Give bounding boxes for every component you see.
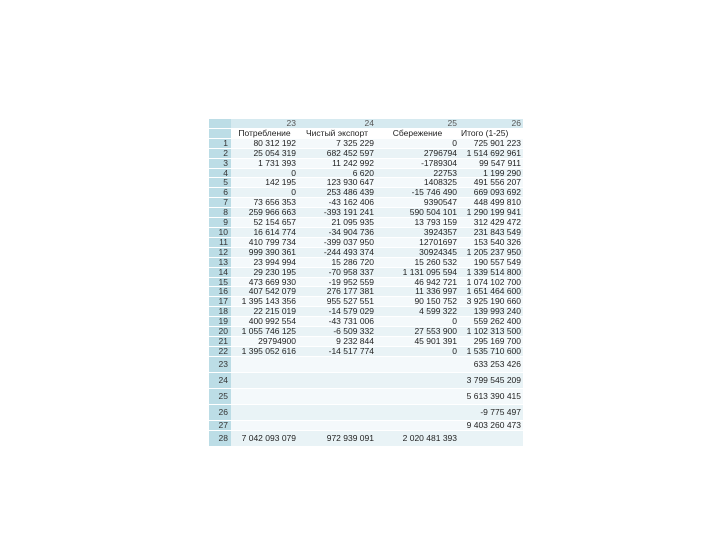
table-cell	[298, 356, 376, 372]
table-cell: 276 177 381	[298, 287, 376, 297]
table-row	[209, 327, 523, 337]
table-cell: 0	[376, 138, 459, 148]
table-cell: 2 020 481 393	[376, 430, 459, 446]
table-row	[209, 138, 523, 148]
table-cell: 590 504 101	[376, 208, 459, 218]
table-cell: 15 286 720	[298, 257, 376, 267]
table-cell: 473 669 930	[231, 277, 298, 287]
table-cell: 5 613 390 415	[459, 388, 523, 404]
table-cell: 142 195	[231, 178, 298, 188]
table-cell: 123 930 647	[298, 178, 376, 188]
table-row	[209, 372, 523, 388]
table-cell: 13 793 159	[376, 218, 459, 228]
table-cell: -43 162 406	[298, 198, 376, 208]
table-cell: 295 169 700	[459, 336, 523, 346]
row-number: 2	[209, 148, 231, 158]
table-row	[209, 336, 523, 346]
table-cell	[298, 420, 376, 430]
table-cell: 45 901 391	[376, 336, 459, 346]
table-cell: 491 556 207	[459, 178, 523, 188]
table-row	[209, 227, 523, 237]
table-cell	[298, 372, 376, 388]
row-number: 18	[209, 307, 231, 317]
table-cell: 139 993 240	[459, 307, 523, 317]
table-cell: 1 074 102 700	[459, 277, 523, 287]
table-cell: 682 452 597	[298, 148, 376, 158]
row-number: 3	[209, 158, 231, 168]
table-cell: 1 395 052 616	[231, 346, 298, 356]
table-cell: -15 746 490	[376, 188, 459, 198]
column-name-total: Итого (1-25)	[459, 128, 523, 138]
table-row	[209, 247, 523, 257]
row-number: 9	[209, 218, 231, 228]
table-cell: 25 054 319	[231, 148, 298, 158]
table-row	[209, 218, 523, 228]
row-number: 23	[209, 356, 231, 372]
row-number: 1	[209, 138, 231, 148]
table-cell: 231 843 549	[459, 227, 523, 237]
table-row	[209, 297, 523, 307]
row-number: 12	[209, 247, 231, 257]
column-number-row	[209, 119, 523, 128]
table-cell: 99 547 911	[459, 158, 523, 168]
table-row	[209, 198, 523, 208]
table-cell: 9 403 260 473	[459, 420, 523, 430]
table-row	[209, 388, 523, 404]
row-number: 28	[209, 430, 231, 446]
table-cell	[376, 372, 459, 388]
table-cell: 22 215 019	[231, 307, 298, 317]
table-cell: 1 102 313 500	[459, 327, 523, 337]
table-cell: 30924345	[376, 247, 459, 257]
spreadsheet-table	[209, 119, 523, 447]
table-cell: 0	[231, 188, 298, 198]
row-number: 6	[209, 188, 231, 198]
table-cell: 21 095 935	[298, 218, 376, 228]
table-cell: 15 260 532	[376, 257, 459, 267]
column-name-net-export: Чистый экспорт	[298, 128, 376, 138]
column-number: 26	[459, 119, 523, 128]
row-number: 24	[209, 372, 231, 388]
table-cell: 999 390 361	[231, 247, 298, 257]
table-cell: 11 336 997	[376, 287, 459, 297]
table-cell: -14 579 029	[298, 307, 376, 317]
table-cell: 448 499 810	[459, 198, 523, 208]
table-cell: 4 599 322	[376, 307, 459, 317]
table-cell	[231, 404, 298, 420]
table-row	[209, 420, 523, 430]
table-cell: 29 230 195	[231, 267, 298, 277]
table-cell	[376, 356, 459, 372]
table-cell: 1 131 095 594	[376, 267, 459, 277]
row-number: 22	[209, 346, 231, 356]
table-cell: -43 731 006	[298, 317, 376, 327]
table-cell: 12701697	[376, 237, 459, 247]
table-cell: 46 942 721	[376, 277, 459, 287]
row-number: 27	[209, 420, 231, 430]
table-cell	[231, 420, 298, 430]
row-number: 8	[209, 208, 231, 218]
table-cell: 52 154 657	[231, 218, 298, 228]
table-cell: 410 799 734	[231, 237, 298, 247]
table-cell: -6 509 332	[298, 327, 376, 337]
row-number: 15	[209, 277, 231, 287]
row-number: 10	[209, 227, 231, 237]
table-cell: 0	[231, 168, 298, 178]
table-cell: 669 093 692	[459, 188, 523, 198]
table-row	[209, 267, 523, 277]
table-cell	[231, 372, 298, 388]
table-cell	[376, 420, 459, 430]
table-cell: 23 994 994	[231, 257, 298, 267]
row-number: 14	[209, 267, 231, 277]
table-row	[209, 430, 523, 446]
table-row	[209, 404, 523, 420]
table-cell: 90 150 752	[376, 297, 459, 307]
table-cell: 955 527 551	[298, 297, 376, 307]
table-cell: 253 486 439	[298, 188, 376, 198]
table-cell: 9 232 844	[298, 336, 376, 346]
table-row	[209, 158, 523, 168]
table-cell: 3 799 545 209	[459, 372, 523, 388]
table-cell	[376, 388, 459, 404]
column-name-savings: Сбережение	[376, 128, 459, 138]
table-cell: 1 339 514 800	[459, 267, 523, 277]
table-cell: 0	[376, 317, 459, 327]
table-cell: -244 493 374	[298, 247, 376, 257]
table-cell	[231, 356, 298, 372]
row-number-blank	[209, 128, 231, 138]
table-cell	[298, 404, 376, 420]
table-cell: -1789304	[376, 158, 459, 168]
table-cell: -34 904 736	[298, 227, 376, 237]
row-number: 4	[209, 168, 231, 178]
column-number: 23	[231, 119, 298, 128]
row-number: 17	[209, 297, 231, 307]
table-row	[209, 148, 523, 158]
table-cell: 1 205 237 950	[459, 247, 523, 257]
table-cell: 972 939 091	[298, 430, 376, 446]
table-cell: 73 656 353	[231, 198, 298, 208]
table-cell: -399 037 950	[298, 237, 376, 247]
row-number: 19	[209, 317, 231, 327]
table-cell: 407 542 079	[231, 287, 298, 297]
row-number: 11	[209, 237, 231, 247]
table-cell: 1 055 746 125	[231, 327, 298, 337]
table-cell: 153 540 326	[459, 237, 523, 247]
table-cell: 1 290 199 941	[459, 208, 523, 218]
table-cell: 400 992 554	[231, 317, 298, 327]
column-name-row	[209, 128, 523, 138]
table-row	[209, 178, 523, 188]
table-cell: -70 958 337	[298, 267, 376, 277]
row-number: 20	[209, 327, 231, 337]
table-cell: 22753	[376, 168, 459, 178]
table-cell: 312 429 472	[459, 218, 523, 228]
table-row	[209, 277, 523, 287]
table-cell: 27 553 900	[376, 327, 459, 337]
table-cell: 29794900	[231, 336, 298, 346]
table-row	[209, 317, 523, 327]
table-cell: -14 517 774	[298, 346, 376, 356]
table-cell: 2796794	[376, 148, 459, 158]
table-cell: 0	[376, 346, 459, 356]
column-number: 24	[298, 119, 376, 128]
table-cell: 1 514 692 961	[459, 148, 523, 158]
table-row	[209, 257, 523, 267]
table-cell: 3 925 190 660	[459, 297, 523, 307]
table-row	[209, 188, 523, 198]
table-cell: 9390547	[376, 198, 459, 208]
table-cell: 1408325	[376, 178, 459, 188]
table-row	[209, 208, 523, 218]
table-cell: 259 966 663	[231, 208, 298, 218]
row-number: 16	[209, 287, 231, 297]
table-cell: 1 199 290	[459, 168, 523, 178]
table-cell	[459, 430, 523, 446]
table-cell: 1 395 143 356	[231, 297, 298, 307]
row-number: 5	[209, 178, 231, 188]
table-row	[209, 237, 523, 247]
table-cell: 11 242 992	[298, 158, 376, 168]
row-number: 26	[209, 404, 231, 420]
table-cell: 725 901 223	[459, 138, 523, 148]
table-cell: 6 620	[298, 168, 376, 178]
row-number: 25	[209, 388, 231, 404]
table-cell: 7 325 229	[298, 138, 376, 148]
table-cell: 1 731 393	[231, 158, 298, 168]
table-cell: -393 191 241	[298, 208, 376, 218]
table-cell: 559 262 400	[459, 317, 523, 327]
table-cell: -9 775 497	[459, 404, 523, 420]
table-cell: 7 042 093 079	[231, 430, 298, 446]
table-cell: -19 952 559	[298, 277, 376, 287]
row-number: 7	[209, 198, 231, 208]
table-cell: 1 535 710 600	[459, 346, 523, 356]
column-number: 25	[376, 119, 459, 128]
table-cell	[298, 388, 376, 404]
corner-cell	[209, 119, 231, 128]
row-number: 13	[209, 257, 231, 267]
table-cell: 80 312 192	[231, 138, 298, 148]
table-cell	[231, 388, 298, 404]
row-number: 21	[209, 336, 231, 346]
table-row	[209, 168, 523, 178]
table-cell: 16 614 774	[231, 227, 298, 237]
table-cell: 633 253 426	[459, 356, 523, 372]
table-row	[209, 307, 523, 317]
table-cell: 190 557 549	[459, 257, 523, 267]
column-name-consumption: Потребление	[231, 128, 298, 138]
table-row	[209, 346, 523, 356]
table-row	[209, 287, 523, 297]
table-cell: 3924357	[376, 227, 459, 237]
table-cell: 1 651 464 600	[459, 287, 523, 297]
table-cell	[376, 404, 459, 420]
table-row	[209, 356, 523, 372]
